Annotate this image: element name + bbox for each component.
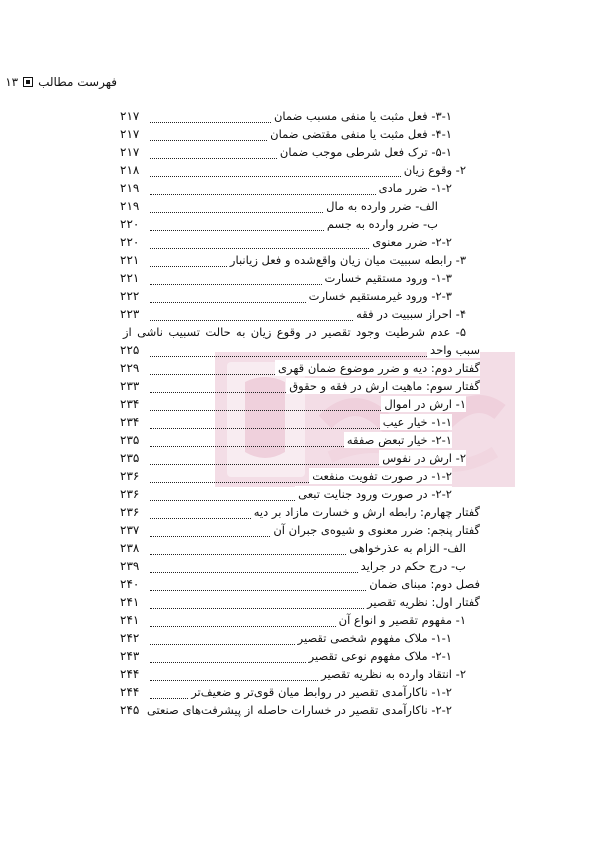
dot-leader [150, 392, 286, 393]
toc-entry-page: ۲۲۹ [120, 361, 140, 375]
toc-entry-page: ۲۳۷ [120, 523, 140, 537]
toc-entry-title: ۳- رابطه سببیت میان زیان واقع‌شده و فعل زیانبار [227, 252, 466, 268]
toc-entry [120, 522, 480, 540]
toc-entry-title: ۱- مفهوم تقصیر و انواع آن [336, 612, 466, 628]
dot-leader [150, 518, 251, 519]
dot-leader [150, 410, 381, 411]
toc-entry [120, 306, 480, 324]
toc-entry-page: ۲۳۶ [120, 469, 140, 483]
toc-entry [120, 396, 480, 414]
toc-entry-page: ۲۴۱ [120, 613, 140, 627]
toc-entry-title: ۱-۲- ضرر مادی [376, 180, 452, 196]
square-bullet-icon [23, 77, 33, 87]
dot-leader [150, 500, 295, 501]
dot-leader [150, 482, 309, 483]
toc-entry-page: ۲۲۱ [120, 271, 140, 285]
toc-entry-page: ۲۴۳ [120, 649, 140, 663]
toc-entry-title: ۲- ارش در نفوس [379, 450, 466, 466]
toc-entry-title: ۲-۱- خیار تبعض صفقه [344, 432, 452, 448]
toc-entry [120, 162, 480, 180]
toc-entry [120, 630, 480, 648]
toc-entry-title: ۲-۱- ملاک مفهوم نوعی تقصیر [306, 648, 452, 664]
toc-entry-title: ب- درج حکم در جراید [358, 558, 466, 574]
toc-entry [120, 540, 480, 558]
toc-entry-title: گفتار اول: نظریه تقصیر [364, 594, 480, 610]
toc-entry [120, 252, 480, 270]
dot-leader [150, 662, 306, 663]
dot-leader [150, 554, 346, 555]
toc-entry-page: ۲۳۴ [120, 415, 140, 429]
toc-entry-page: ۲۱۸ [120, 163, 140, 177]
toc-entry-title: ۲- انتقاد وارده به نظریه تقصیر [318, 666, 466, 682]
toc-entry-title: ۴-۱- فعل مثبت یا منفی مقتضی ضمان [267, 126, 452, 142]
toc-entry [120, 558, 480, 576]
dot-leader [150, 194, 376, 195]
toc-entry [120, 378, 480, 396]
toc-entry-title: ب- ضرر وارده به جسم [324, 216, 438, 232]
toc-entry [120, 612, 480, 630]
dot-leader [150, 230, 324, 231]
header-title: فهرست مطالب [38, 75, 117, 89]
toc-entry-page: ۲۲۱ [120, 253, 140, 267]
toc-entry [120, 360, 480, 378]
toc-entry-page: ۲۴۴ [120, 685, 140, 699]
toc-entry [120, 270, 480, 288]
dot-leader [150, 176, 401, 177]
toc-entry [120, 504, 480, 522]
toc-entry [120, 324, 480, 342]
dot-leader [150, 266, 227, 267]
toc-entry [120, 414, 480, 432]
toc-entry-title: الف- ضرر وارده به مال [323, 198, 438, 214]
toc-entry [120, 342, 480, 360]
dot-leader [150, 464, 379, 465]
toc-entry [120, 216, 480, 234]
toc-entry [120, 594, 480, 612]
toc-entry [120, 432, 480, 450]
dot-leader [150, 590, 366, 591]
toc-entry-page: ۲۳۶ [120, 487, 140, 501]
page-header [5, 75, 117, 89]
toc-entry [120, 450, 480, 468]
dot-leader [150, 158, 277, 159]
dot-leader [150, 320, 353, 321]
toc-entry-page: ۲۳۹ [120, 559, 140, 573]
toc-entry [120, 684, 480, 702]
dot-leader [150, 644, 295, 645]
toc-entry-page: ۲۳۳ [120, 379, 140, 393]
toc-entry-title: ۴- احراز سببیت در فقه [353, 306, 466, 322]
toc-entry-title: ۲-۲- در صورت ورود جنایت تبعی [295, 486, 452, 502]
toc-entry-title: ۳-۱- فعل مثبت یا منفی مسبب ضمان [271, 108, 452, 124]
toc-entry [120, 126, 480, 144]
toc-entry-title: گفتار سوم: ماهیت ارش در فقه و حقوق [286, 378, 480, 394]
dot-leader [150, 122, 271, 123]
toc-entry-title: ۵- عدم شرطیت وجود تقصیر در وقوع زیان به حالت تسبیب ناشی از [123, 325, 466, 339]
dot-leader [150, 212, 323, 213]
toc-entry-page: ۲۳۴ [120, 397, 140, 411]
dot-leader [150, 698, 188, 699]
table-of-contents [120, 108, 480, 720]
toc-entry-page: ۲۴۲ [120, 631, 140, 645]
dot-leader [150, 536, 270, 537]
toc-entry-title: ۱-۱- خیار عیب [380, 414, 452, 430]
toc-entry-title: ۱-۲- ناکارآمدی تقصیر در روابط میان قوی‌تر و ضعیف‌تر [188, 684, 452, 700]
toc-entry [120, 234, 480, 252]
toc-entry-title: ۲-۲- ناکارآمدی تقصیر در خسارات حاصله از پیشرفت‌های صنعتی [144, 702, 452, 718]
toc-entry-title: ۲- وقوع زیان [401, 162, 466, 178]
toc-entry [120, 666, 480, 684]
toc-entry [120, 576, 480, 594]
dot-leader [150, 140, 267, 141]
dot-leader [150, 356, 427, 357]
toc-entry [120, 108, 480, 126]
dot-leader [150, 428, 380, 429]
dot-leader [150, 608, 364, 609]
toc-entry [120, 180, 480, 198]
toc-entry-page: ۲۱۷ [120, 109, 140, 123]
toc-entry-title: سبب واحد [427, 342, 480, 358]
dot-leader [150, 626, 336, 627]
toc-entry-title: الف- الزام به عذرخواهی [346, 540, 466, 556]
toc-entry-title: ۲-۳- ورود غیرمستقیم خسارت [306, 288, 452, 304]
toc-entry-page: ۲۱۷ [120, 127, 140, 141]
toc-entry-title: ۲-۲- ضرر معنوی [369, 234, 452, 250]
toc-entry-page: ۲۲۲ [120, 289, 140, 303]
toc-entry [120, 486, 480, 504]
toc-entry-page: ۲۳۸ [120, 541, 140, 555]
toc-entry-page: ۲۳۶ [120, 505, 140, 519]
toc-entry-title: فصل دوم: مبنای ضمان [366, 576, 480, 592]
dot-leader [150, 680, 318, 681]
toc-entry-title: ۵-۱- ترک فعل شرطی موجب ضمان [277, 144, 452, 160]
toc-entry-page: ۲۲۳ [120, 307, 140, 321]
toc-entry-page: ۲۳۵ [120, 433, 140, 447]
toc-entry-title: گفتار چهارم: رابطه ارش و خسارت مازاد بر دیه [251, 504, 480, 520]
toc-entry [120, 468, 480, 486]
toc-entry-page: ۲۱۹ [120, 199, 140, 213]
toc-entry-page: ۲۲۰ [120, 235, 140, 249]
dot-leader [150, 284, 322, 285]
toc-entry-title: ۱-۱- ملاک مفهوم شخصی تقصیر [295, 630, 452, 646]
toc-entry [120, 198, 480, 216]
toc-entry-title: گفتار دوم: دیه و ضرر موضوع ضمان قهری [275, 360, 480, 376]
toc-entry-page: ۲۱۹ [120, 181, 140, 195]
toc-entry-page: ۲۲۵ [120, 343, 140, 357]
toc-entry-page: ۲۳۵ [120, 451, 140, 465]
dot-leader [150, 248, 369, 249]
toc-entry-page: ۲۴۴ [120, 667, 140, 681]
toc-entry [120, 144, 480, 162]
dot-leader [150, 446, 344, 447]
toc-entry-title: گفتار پنجم: ضرر معنوی و شیوه‌ی جبران آن [270, 522, 480, 538]
toc-entry-page: ۲۴۱ [120, 595, 140, 609]
toc-entry [120, 288, 480, 306]
toc-entry-title: ۱-۲- در صورت تفویت منفعت [309, 468, 452, 484]
toc-entry [120, 648, 480, 666]
toc-entry-page: ۲۴۵ [120, 703, 140, 717]
toc-entry-title: ۱- ارش در اموال [381, 396, 466, 412]
toc-entry-page: ۲۴۰ [120, 577, 140, 591]
dot-leader [150, 374, 275, 375]
toc-entry-page: ۲۱۷ [120, 145, 140, 159]
toc-entry-title: ۱-۳- ورود مستقیم خسارت [322, 270, 453, 286]
header-page-number: ۱۳ [5, 75, 19, 89]
toc-entry [120, 702, 480, 720]
dot-leader [150, 302, 306, 303]
dot-leader [150, 572, 358, 573]
toc-entry-page: ۲۲۰ [120, 217, 140, 231]
